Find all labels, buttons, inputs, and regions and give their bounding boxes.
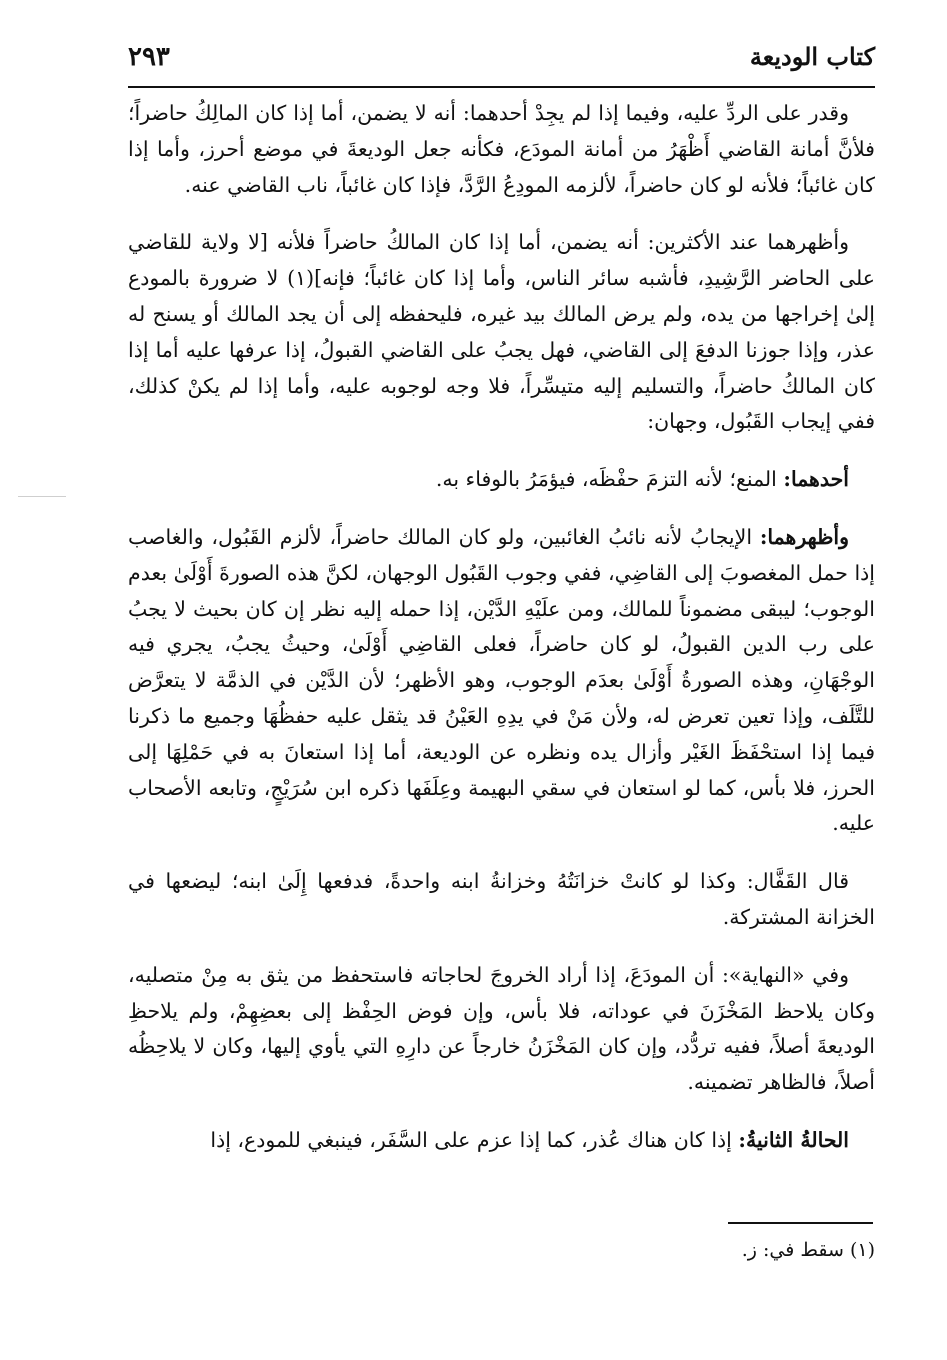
page-header [128,38,875,82]
paragraph-lead: أحدهما: [783,467,849,492]
paragraph-text: إذا كان هناك عُذر، كما إذا عزم على السَّفَر، فينبغي للمودع، إذا [210,1127,739,1152]
paragraph [128,520,875,842]
paragraph [128,864,875,936]
paragraph [128,1123,875,1159]
main-text [128,96,875,1181]
paragraph-text: قال القَفَّال: وكذا لو كانتْ خزانَتُهُ وخزانةُ ابنه واحدةً، فدفعها إِلَىٰ ابنه؛ ليضعها في الخزانة المشتركة. [128,869,875,929]
paragraph-lead: وأظهرهما: [759,524,849,549]
paragraph-text: وأظهرهما عند الأكثرين: أنه يضمن، أما إذا كان المالكُ حاضراً فلأنه [لا ولاية للقاضي على الحاضر الرَّشِيدِ، فأشبه سائر الناس، وأما إذا كان غائباً؛ فإنه](١) لا ضرورة بالمودع إلىٰ إخراجها من يده، ولم يرض المالك بيد غيره، فليحفظه إلى أن يجد المالك أو يسنح له عذر، وإذا جوزنا الدفعَ إلى القاضي، فهل يجبُ على القاضي القبولُ، إذا عرفها عليه أما إذا كان المالكُ حاضراً، والتسليم إليه متيسِّراً، فلا وجه لوجوبه عليه، وأما إذا لم يكنْ كذلك، ففي إيجاب القَبُول، وجهان: [128,230,876,434]
paragraph-text: الإيجابُ لأنه نائبُ الغائبين، ولو كان المالك حاضراً، لألزم القَبُول، والغاصب إذا حمل المغصوبَ إلى القاضِي، ففي وجوب القَبُول الوجهان، لكنَّ هذه الصورةَ أَوْلَىٰ بعدم الوجوب؛ ليبقى مضموناً للمالك، ومن علَيْهِ الدَّيْن، إذا حمله إليه نظر إن كان بحيث لا يجبُ على رب الدين القبولُ، لو كان حاضراً، فعلى القاضِي أَوْلَىٰ، وحيثُ يجبُ، يجري فيه الوجْهَانِ، وهذه الصورةُ أَوْلَىٰ بعدَم الوجوب، وهو الأظهر؛ لأن الدَّيْن في الذمَّة لا يتعرَّض للتَّلَف، وإذا تعين تعرض له، ولأن مَنْ في يدِهِ العَيْنُ قد يثقل عليه حفظُهَا وجميع ما ذكرنا فيما إذا استحْفَظَ الغَيْر وأزال يده ونظره عن الوديعة، أما إذا استعانَ به في حَمْلِهَا إلى الحرز، فلا بأس، كما لو استعان في سقي البهيمة وعِلَفَها ذكره ابن سُرَيْجٍ، وتابعه الأصحاب عليه. [128,524,875,836]
header-divider [128,86,875,88]
paragraph [128,462,875,498]
paragraph-text: وفي «النهاية»: أن المودَعَ، إذا أراد الخروجَ لحاجاته فاستحفظ من يثق به مِنْ متصليه، وكان يلاحظ المَخْزَنَ في عوداته، فلا بأس، وإن فوض الحِفْظ إلى بعضِهِمْ، ولم يلاحظِ الوديعةَ أصلاً، ففيه تردُّد، وإن كان المَخْزَنُ خارجاً عن دارِهِ التي يأوي إليها، وكان لا يلاحِظُه أصلاً، فالظاهر تضمينه. [128,962,875,1095]
running-title: كتاب الوديعة [749,42,875,71]
paragraph [128,225,875,440]
paragraph-text: وقدر على الردِّ عليه، وفيما إذا لم يجِدْ أحدهما: أنه لا يضمن، أما إذا كان المالِكُ حاضراً؛ فلأنَّ أمانة القاضي أَظْهَرُ من أمانة المودَع، فكأنه جعل الوديعةَ في موضع أحرز، وأما إذا كان غائباً؛ فلأنه لو كان حاضراً، لألزمه المودِعُ الرَّدَّ، فإذا كان غائباً، ناب القاضي عنه. [128,101,875,197]
footnote-divider [728,1222,873,1224]
paragraph-lead: الحالةُ الثانيةُ: [738,1127,849,1152]
page-number: ٢٩٣ [128,42,170,72]
paragraph [128,96,875,203]
paragraph-text: المنع؛ لأنه التزمَ حفْظَه، فيؤمَرُ بالوفاء به. [435,467,784,492]
footnote: (١) سقط في: ز. [741,1239,875,1261]
margin-mark [18,496,66,497]
paragraph [128,958,875,1101]
